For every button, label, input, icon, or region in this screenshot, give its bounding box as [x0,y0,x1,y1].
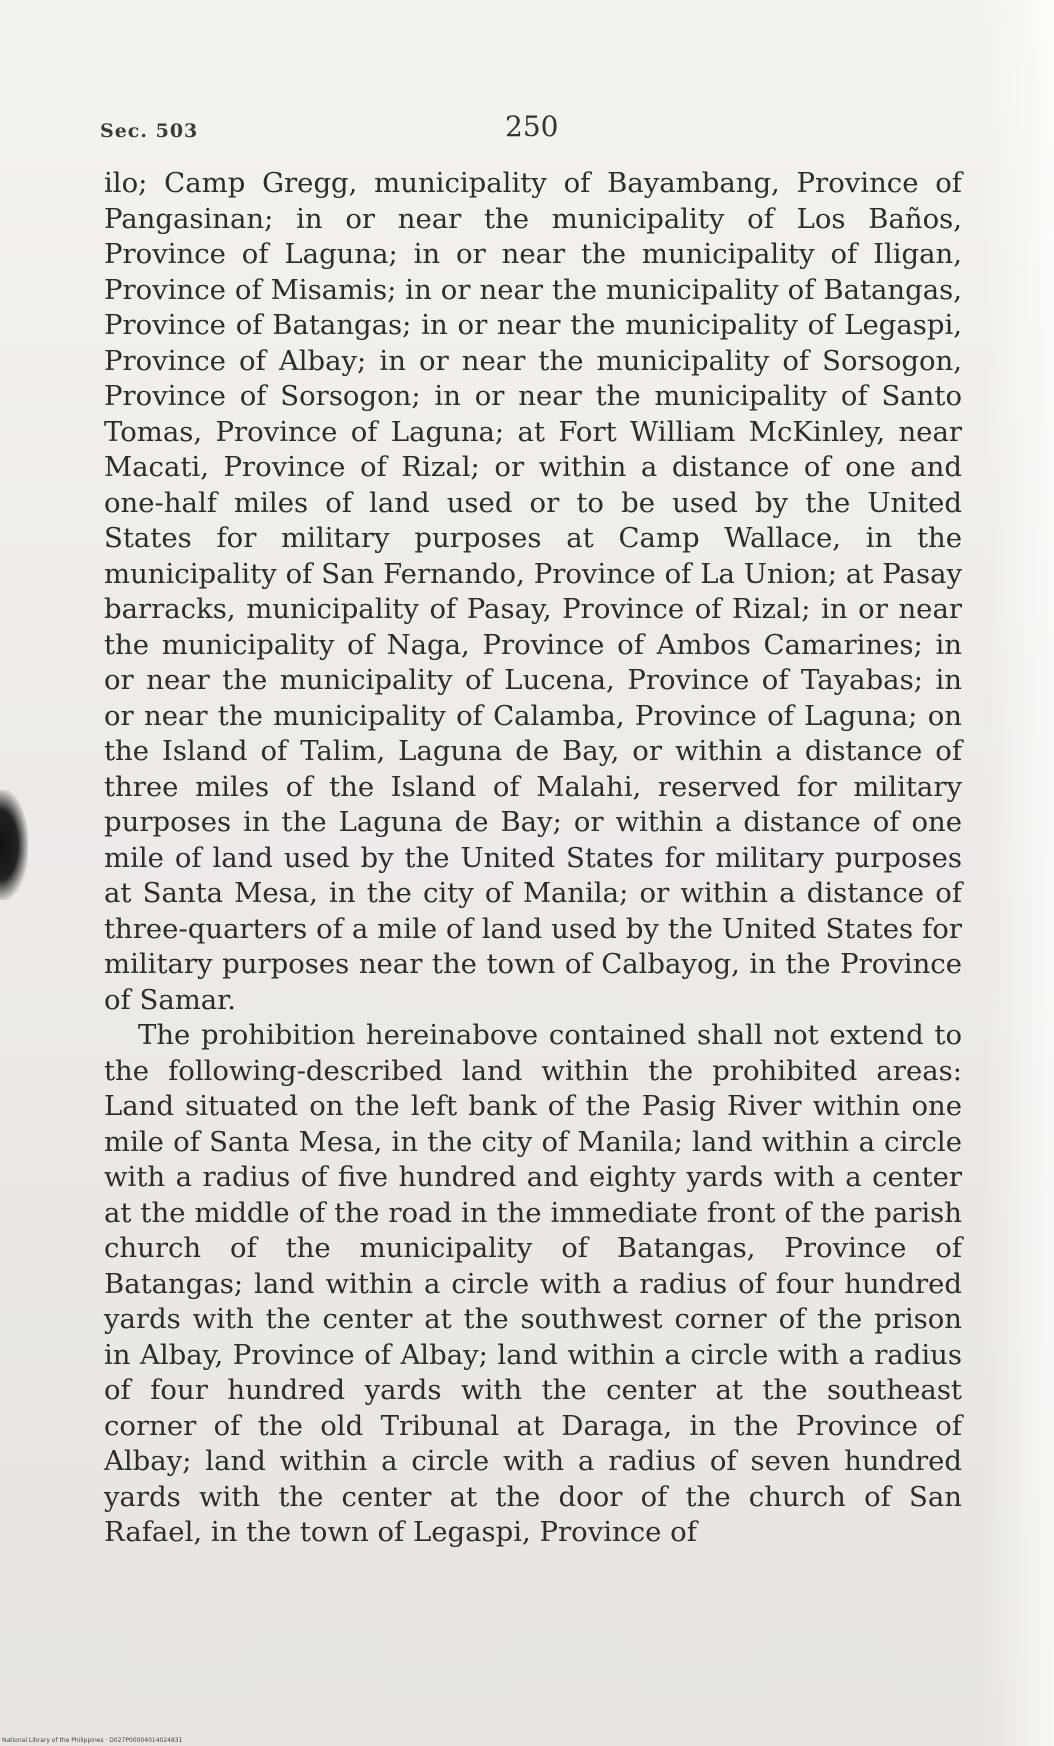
binding-shadow [0,790,28,900]
scan-credit: National Library of the Philippines · D027P00004014024831 [2,1737,183,1744]
paragraph: ilo; Camp Gregg, municipality of Bayambang, Province of Pangasinan; in or near the municipality of Los Baños, Province of Laguna; in or near the municipality of Iligan, Province of Misamis; in or near the municipality of Batangas, Province of Batangas; in or near the municipality of Legaspi, Province of Albay; in or near the municipality of Sorsogon, Province of Sorsogon; in or near the municipality of Santo Tomas, Province of Laguna; at Fort William McKinley, near Macati, Province of Rizal; or within a distance of one and one-half miles of land used or to be used by the United States for military purposes at Camp Wallace, in the municipality of San Fernando, Province of La Union; at Pasay barracks, municipality of Pasay, Province of Rizal; in or near the municipality of Naga, Province of Ambos Camarines; in or near the municipality of Lucena, Province of Tayabas; in or near the municipality of Calamba, Province of Laguna; on the Island of Talim, Laguna de Bay, or within a distance of three miles of the Island of Malahi, reserved for military purposes in the Laguna de Bay; or within a distance of one mile of land used by the United States for military purposes at Santa Mesa, in the city of Manila; or within a distance of three-quarters of a mile of land used by the United States for military purposes near the town of Calbayog, in the Province of Samar. [104,167,962,1016]
body-text [104,166,962,1551]
section-label: Sec. 503 [100,120,199,142]
page-number: 250 [505,110,559,143]
page-edge-glare [984,0,1054,1746]
paragraph: The prohibition hereinabove contained shall not extend to the following-described land within the prohibited areas: Land situated on the left bank of the Pasig River within one mile of Santa Mesa, in the city of Manila; land within a circle with a radius of five hundred and eighty yards with a center at the middle of the road in the immediate front of the parish church of the municipality of Batangas, Province of Batangas; land within a circle with a radius of four hundred yards with the center at the southwest corner of the prison in Albay, Province of Albay; land within a circle with a radius of four hundred yards with the center at the southeast corner of the old Tribunal at Daraga, in the Province of Albay; land within a circle with a radius of seven hundred yards with the center at the door of the church of San Rafael, in the town of Legaspi, Province of [104,1019,962,1548]
